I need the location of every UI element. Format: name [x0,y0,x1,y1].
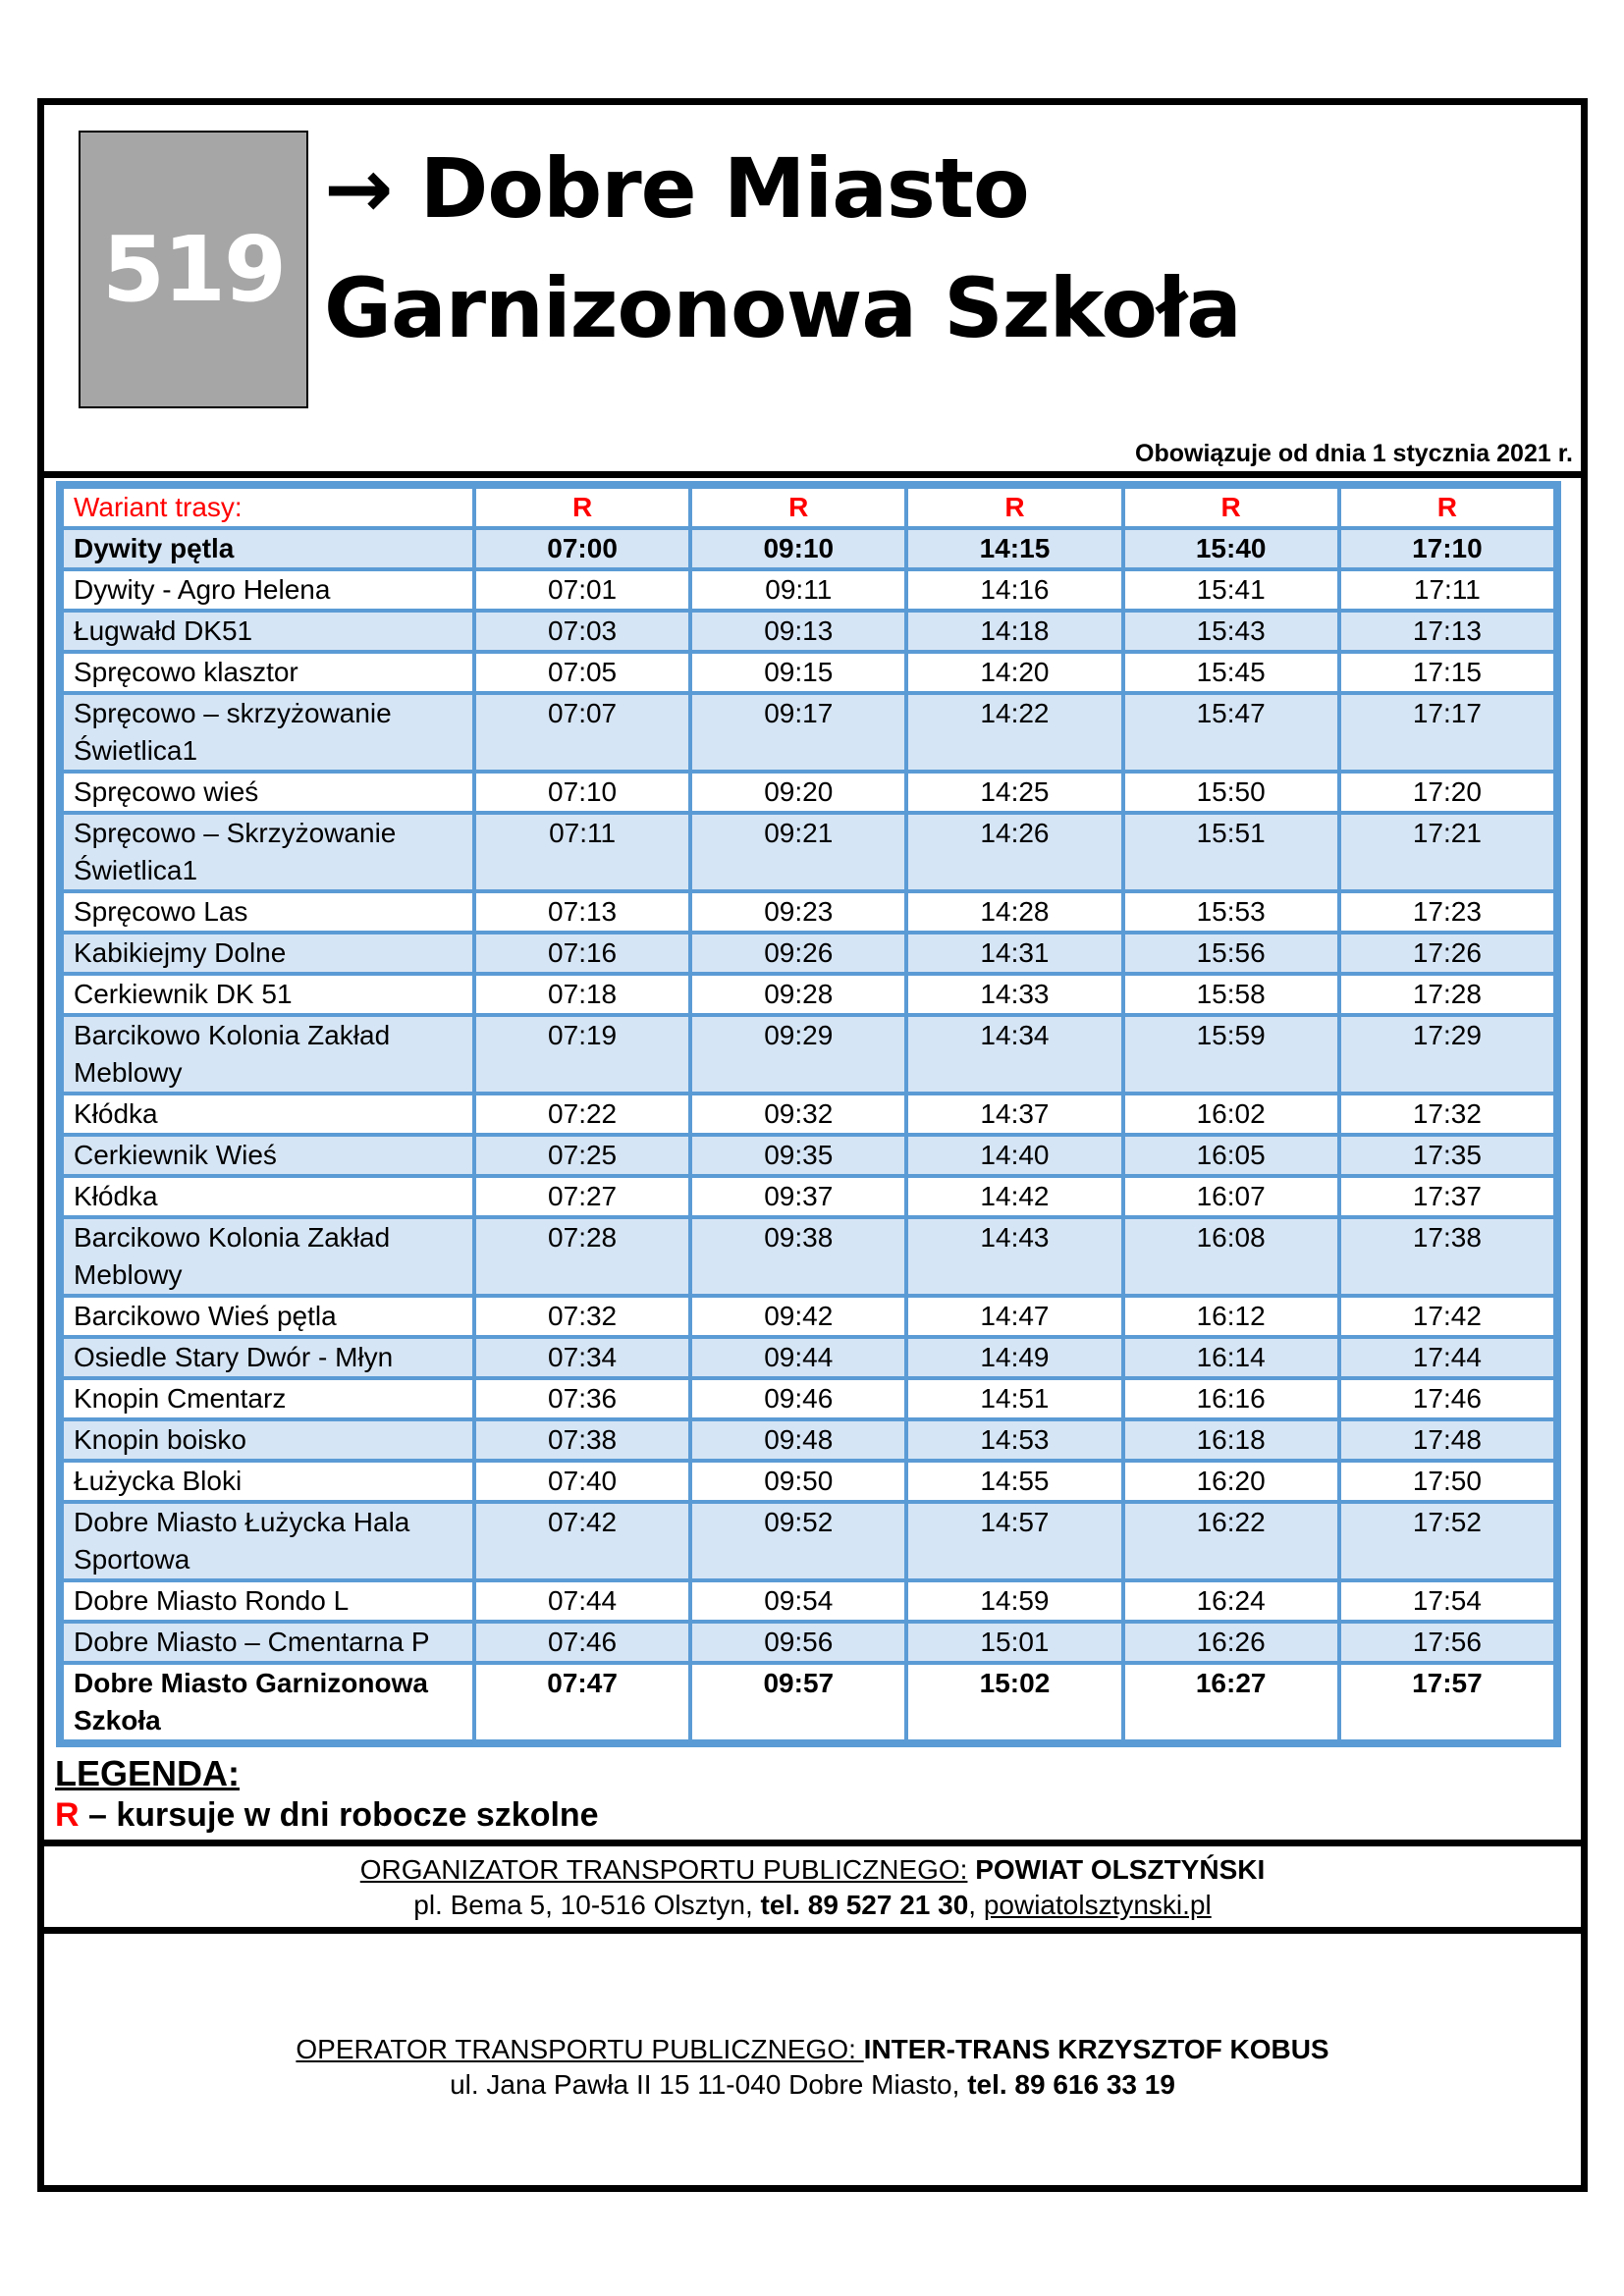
departure-time: 15:56 [1123,933,1339,974]
stop-name: Spręcowo – skrzyżowanie Świetlica1 [62,693,474,772]
departure-time: 15:43 [1123,611,1339,652]
departure-time: 17:56 [1339,1622,1555,1663]
stop-name: Spręcowo wieś [62,772,474,813]
stop-name: Cerkiewnik Wieś [62,1135,474,1176]
departure-time: 07:32 [474,1296,690,1337]
departure-time: 07:03 [474,611,690,652]
departure-time: 14:22 [906,693,1122,772]
departure-time: 16:07 [1123,1176,1339,1217]
departure-time: 15:53 [1123,891,1339,933]
departure-time: 07:19 [474,1015,690,1094]
departure-time: 07:01 [474,569,690,611]
direction-title-line1: → Dobre Miasto [324,140,1029,237]
stop-row [62,1419,1555,1461]
stop-row [62,974,1555,1015]
departure-time: 14:25 [906,772,1122,813]
variant-code: R [1339,487,1555,528]
legend-title: LEGENDA: [55,1753,240,1793]
departure-time: 17:35 [1339,1135,1555,1176]
departure-time: 07:36 [474,1378,690,1419]
organizer-name: POWIAT OLSZTYŃSKI [967,1854,1266,1885]
departure-time: 16:16 [1123,1378,1339,1419]
departure-time: 15:41 [1123,569,1339,611]
variant-code: R [690,487,906,528]
departure-time: 07:25 [474,1135,690,1176]
stop-row [62,569,1555,611]
legend-symbol: R [55,1796,80,1834]
stop-name: Kłódka [62,1176,474,1217]
departure-time: 14:33 [906,974,1122,1015]
stop-row [62,1176,1555,1217]
departure-time: 15:40 [1123,528,1339,569]
stop-row [62,1622,1555,1663]
departure-time: 15:47 [1123,693,1339,772]
departure-time: 09:48 [690,1419,906,1461]
departure-time: 14:26 [906,813,1122,891]
operator-contact [37,2067,1588,2103]
departure-time: 14:42 [906,1176,1122,1217]
departure-time: 07:22 [474,1094,690,1135]
stop-name: Dobre Miasto Rondo L [62,1580,474,1622]
timetable [56,481,1561,1747]
departure-time: 09:57 [690,1663,906,1741]
variant-code: R [906,487,1122,528]
departure-time: 17:23 [1339,891,1555,933]
departure-time: 14:15 [906,528,1122,569]
departure-time: 17:29 [1339,1015,1555,1094]
departure-time: 07:44 [474,1580,690,1622]
operator-phone: tel. 89 616 33 19 [967,2069,1175,2100]
divider [37,1927,1588,1934]
content-flow [37,481,1588,2103]
departure-time: 07:42 [474,1502,690,1580]
stop-name: Kabikiejmy Dolne [62,933,474,974]
variant-code: R [1123,487,1339,528]
divider [37,471,1588,478]
organizer-address: pl. Bema 5, 10-516 Olsztyn, [413,1890,761,1920]
departure-time: 07:18 [474,974,690,1015]
departure-time: 17:37 [1339,1176,1555,1217]
stop-name: Barcikowo Wieś pętla [62,1296,474,1337]
departure-time: 16:27 [1123,1663,1339,1741]
departure-time: 09:21 [690,813,906,891]
departure-time: 15:58 [1123,974,1339,1015]
departure-time: 17:52 [1339,1502,1555,1580]
organizer-sep: , [968,1890,984,1920]
valid-from-note: Obowiązuje od dnia 1 stycznia 2021 r. [1135,440,1573,467]
stop-row [62,611,1555,652]
stop-row [62,1135,1555,1176]
organizer-website-link[interactable]: powiatolsztynski.pl [983,1890,1212,1920]
stop-name: Knopin boisko [62,1419,474,1461]
organizer-contact [37,1888,1588,1923]
departure-time: 09:54 [690,1580,906,1622]
departure-time: 09:46 [690,1378,906,1419]
direction-title-line2: Garnizonowa Szkoła [324,260,1241,356]
variant-code: R [474,487,690,528]
departure-time: 17:28 [1339,974,1555,1015]
stop-name: Spręcowo Las [62,891,474,933]
departure-time: 16:22 [1123,1502,1339,1580]
departure-time: 14:31 [906,933,1122,974]
departure-time: 14:16 [906,569,1122,611]
departure-time: 14:37 [906,1094,1122,1135]
departure-time: 16:12 [1123,1296,1339,1337]
departure-time: 09:23 [690,891,906,933]
stop-row [62,1217,1555,1296]
stop-row [62,1663,1555,1741]
departure-time: 16:02 [1123,1094,1339,1135]
departure-time: 07:27 [474,1176,690,1217]
departure-time: 17:21 [1339,813,1555,891]
stop-name: Spręcowo – Skrzyżowanie Świetlica1 [62,813,474,891]
departure-time: 07:40 [474,1461,690,1502]
departure-time: 16:20 [1123,1461,1339,1502]
stop-name: Dobre Miasto Łużycka Hala Sportowa [62,1502,474,1580]
stop-name: Dywity - Agro Helena [62,569,474,611]
departure-time: 17:42 [1339,1296,1555,1337]
stop-row [62,933,1555,974]
departure-time: 09:17 [690,693,906,772]
departure-time: 17:11 [1339,569,1555,611]
departure-time: 16:26 [1123,1622,1339,1663]
stop-name: Knopin Cmentarz [62,1378,474,1419]
stop-row [62,813,1555,891]
departure-time: 09:13 [690,611,906,652]
departure-time: 07:13 [474,891,690,933]
stop-row [62,693,1555,772]
departure-time: 09:10 [690,528,906,569]
stop-name: Ługwałd DK51 [62,611,474,652]
departure-time: 07:11 [474,813,690,891]
departure-time: 07:47 [474,1663,690,1741]
departure-time: 14:47 [906,1296,1122,1337]
operator-label: OPERATOR TRANSPORTU PUBLICZNEGO: [296,2034,864,2064]
departure-time: 14:40 [906,1135,1122,1176]
stop-row [62,1296,1555,1337]
stop-row [62,1502,1555,1580]
departure-time: 09:52 [690,1502,906,1580]
departure-time: 07:10 [474,772,690,813]
operator-address: ul. Jana Pawła II 15 11-040 Dobre Miasto, [450,2069,968,2100]
departure-time: 15:02 [906,1663,1122,1741]
departure-time: 14:18 [906,611,1122,652]
operator-name: INTER-TRANS KRZYSZTOF KOBUS [863,2034,1329,2064]
departure-time: 17:38 [1339,1217,1555,1296]
stop-name: Barcikowo Kolonia Zakład Meblowy [62,1015,474,1094]
stop-name: Dobre Miasto – Cmentarna P [62,1622,474,1663]
departure-time: 07:07 [474,693,690,772]
departure-time: 07:46 [474,1622,690,1663]
departure-time: 14:28 [906,891,1122,933]
departure-time: 07:28 [474,1217,690,1296]
stop-row [62,772,1555,813]
stop-name: Osiedle Stary Dwór - Młyn [62,1337,474,1378]
departure-time: 17:20 [1339,772,1555,813]
departure-time: 09:37 [690,1176,906,1217]
departure-time: 14:20 [906,652,1122,693]
stop-row [62,1094,1555,1135]
departure-time: 16:05 [1123,1135,1339,1176]
departure-time: 16:24 [1123,1580,1339,1622]
stop-name: Spręcowo klasztor [62,652,474,693]
departure-time: 17:15 [1339,652,1555,693]
departure-time: 09:11 [690,569,906,611]
departure-time: 16:14 [1123,1337,1339,1378]
departure-time: 17:54 [1339,1580,1555,1622]
departure-time: 09:28 [690,974,906,1015]
departure-time: 14:43 [906,1217,1122,1296]
departure-time: 15:50 [1123,772,1339,813]
departure-time: 09:44 [690,1337,906,1378]
departure-time: 17:57 [1339,1663,1555,1741]
departure-time: 16:08 [1123,1217,1339,1296]
departure-time: 17:10 [1339,528,1555,569]
departure-time: 09:20 [690,772,906,813]
departure-time: 16:18 [1123,1419,1339,1461]
departure-time: 07:38 [474,1419,690,1461]
departure-time: 17:48 [1339,1419,1555,1461]
departure-time: 17:17 [1339,693,1555,772]
departure-time: 17:44 [1339,1337,1555,1378]
stop-row [62,1461,1555,1502]
legend-entry [55,1794,1588,1836]
operator-section [37,1934,1588,2103]
departure-time: 15:01 [906,1622,1122,1663]
variant-header-row [62,487,1555,528]
departure-time: 17:46 [1339,1378,1555,1419]
operator-line [37,2032,1588,2067]
departure-time: 15:59 [1123,1015,1339,1094]
departure-time: 17:13 [1339,611,1555,652]
organizer-section [37,1846,1588,1927]
departure-time: 07:00 [474,528,690,569]
departure-time: 17:26 [1339,933,1555,974]
departure-time: 09:38 [690,1217,906,1296]
stop-row [62,1015,1555,1094]
stop-row [62,1580,1555,1622]
stop-name: Łużycka Bloki [62,1461,474,1502]
organizer-phone: tel. 89 527 21 30 [760,1890,969,1920]
organizer-line [37,1852,1588,1888]
organizer-label: ORGANIZATOR TRANSPORTU PUBLICZNEGO: [359,1854,968,1885]
departure-time: 09:56 [690,1622,906,1663]
stop-name: Kłódka [62,1094,474,1135]
variant-label: Wariant trasy: [62,487,474,528]
departure-time: 09:42 [690,1296,906,1337]
departure-time: 09:29 [690,1015,906,1094]
departure-time: 14:55 [906,1461,1122,1502]
route-number-badge [79,131,308,408]
divider [37,1840,1588,1846]
stop-name: Dobre Miasto Garnizonowa Szkoła [62,1663,474,1741]
stop-name: Dywity pętla [62,528,474,569]
legend-description: – kursuje w dni robocze szkolne [79,1796,599,1834]
departure-time: 09:50 [690,1461,906,1502]
stop-name: Barcikowo Kolonia Zakład Meblowy [62,1217,474,1296]
stop-row [62,1337,1555,1378]
departure-time: 09:32 [690,1094,906,1135]
departure-time: 14:49 [906,1337,1122,1378]
departure-time: 14:51 [906,1378,1122,1419]
departure-time: 14:53 [906,1419,1122,1461]
stop-row [62,1378,1555,1419]
departure-time: 14:34 [906,1015,1122,1094]
departure-time: 14:57 [906,1502,1122,1580]
departure-time: 09:15 [690,652,906,693]
departure-time: 07:16 [474,933,690,974]
departure-time: 09:26 [690,933,906,974]
departure-time: 17:32 [1339,1094,1555,1135]
departure-time: 15:45 [1123,652,1339,693]
departure-time: 07:05 [474,652,690,693]
departure-time: 07:34 [474,1337,690,1378]
stop-row [62,528,1555,569]
departure-time: 17:50 [1339,1461,1555,1502]
departure-time: 14:59 [906,1580,1122,1622]
stop-row [62,652,1555,693]
route-number: 519 [101,217,286,322]
stop-row [62,891,1555,933]
departure-time: 15:51 [1123,813,1339,891]
departure-time: 09:35 [690,1135,906,1176]
stop-name: Cerkiewnik DK 51 [62,974,474,1015]
